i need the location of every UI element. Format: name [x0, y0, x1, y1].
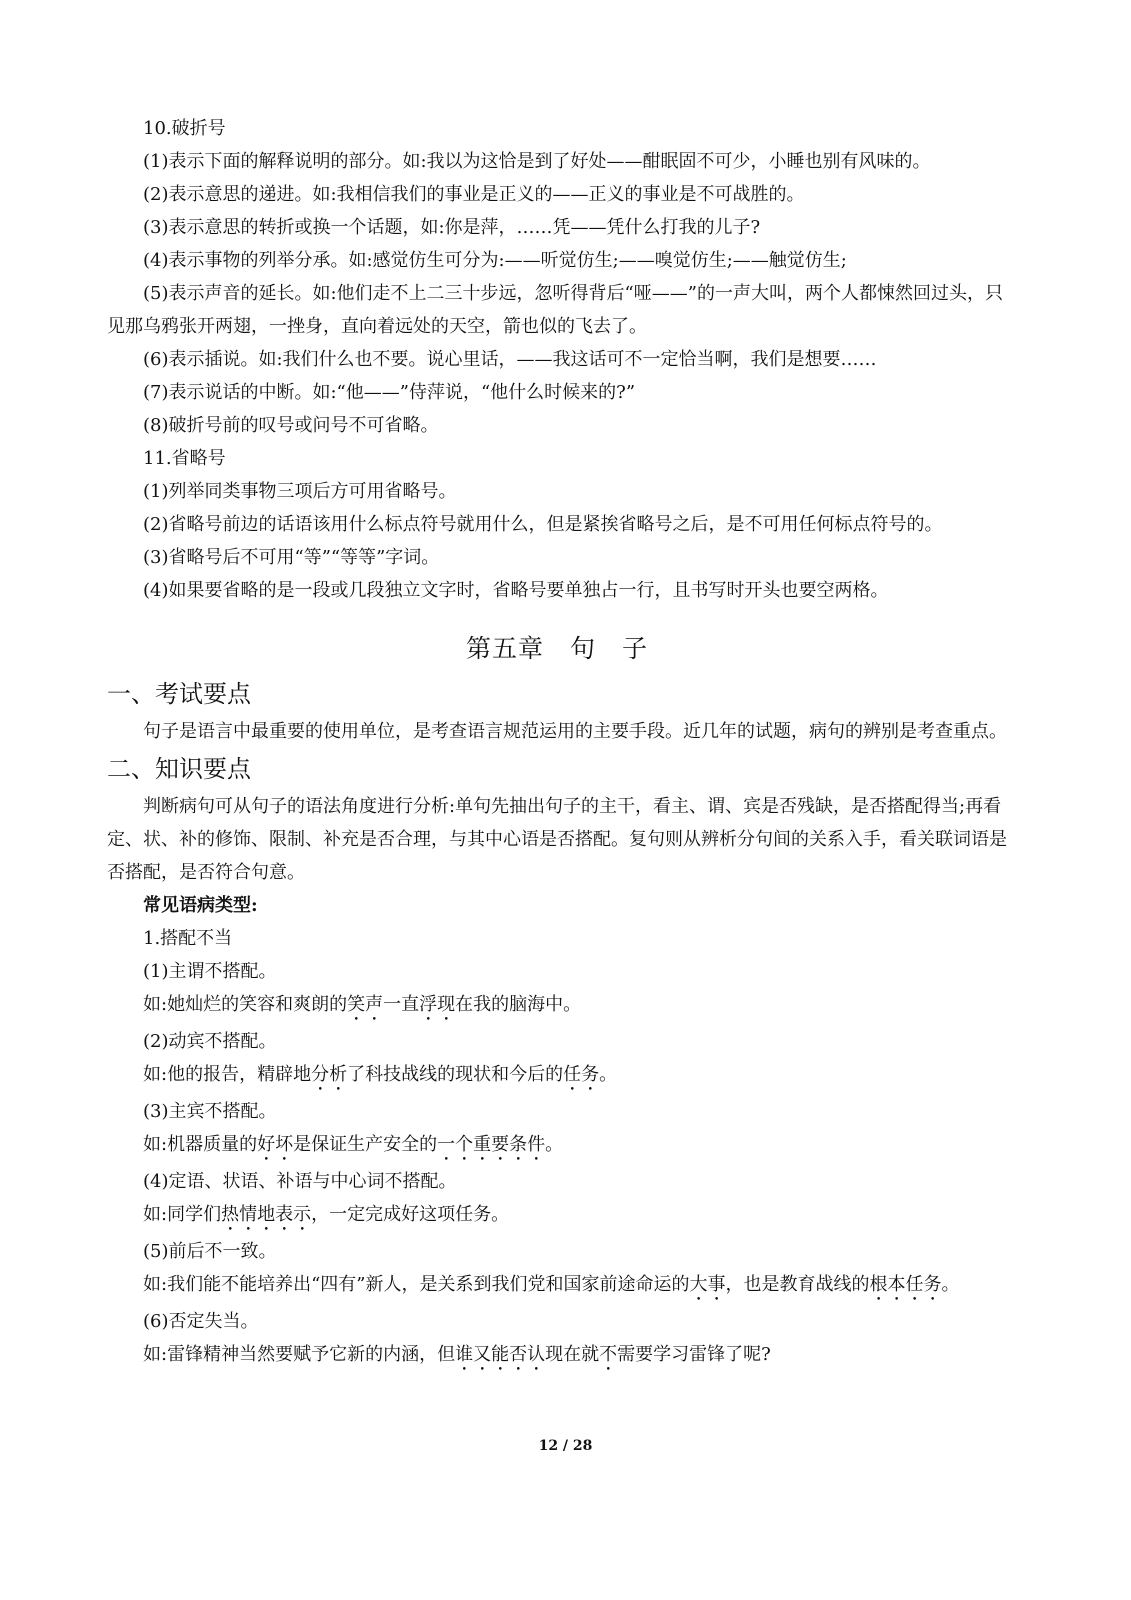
emphasized-text: 浮现	[419, 994, 456, 1015]
example-sentence	[107, 1128, 1007, 1165]
text-segment: ，也是教育战线的	[725, 1274, 870, 1295]
emphasized-text: 一个重要条件	[437, 1134, 546, 1155]
text-segment: 一直	[383, 994, 420, 1015]
paragraph: 句子是语言中最重要的使用单位，是考查语言规范运用的主要手段。近几年的试题，病句的辨别是考查重点。	[143, 721, 1007, 742]
emphasized-text: 好坏	[257, 1134, 294, 1155]
text-segment: 如:同学们	[143, 1204, 222, 1225]
example-sentence	[107, 1058, 1007, 1095]
emphasized-text: 大事	[689, 1274, 726, 1295]
paragraph: (4)如果要省略的是一段或几段独立文字时，省略号要单独占一行，且书写时开头也要空两格。	[143, 580, 889, 601]
text-segment: 现在就	[545, 1344, 600, 1365]
text-segment: 是保证生产安全的	[293, 1134, 438, 1155]
emphasized-text: 笑声	[347, 994, 384, 1015]
text-segment: 了科技战线的现状和今后的	[347, 1064, 564, 1085]
section-heading: 二、知识要点	[107, 755, 251, 783]
subheading: 常见语病类型:	[143, 895, 258, 916]
text-segment: 。	[545, 1134, 564, 1155]
emphasized-text: 谁又能否认	[455, 1344, 546, 1365]
paragraph: 11.省略号	[143, 448, 226, 469]
text-segment: 如:我们能不能培养出“四有”新人，是关系到我们党和国家前途命运的	[143, 1274, 690, 1295]
paragraph: (1)列举同类事物三项后方可用省略号。	[143, 481, 457, 502]
paragraph: (2)省略号前边的话语该用什么标点符号就用什么，但是紧挨省略号之后，是不可用任何标点符号的。	[143, 514, 943, 535]
paragraph: (1)主谓不搭配。	[143, 961, 277, 982]
paragraph: (3)省略号后不可用“等”“等等”字词。	[143, 547, 440, 568]
paragraph: (3)表示意思的转折或换一个话题，如:你是萍，……凭——凭什么打我的儿子?	[143, 217, 761, 238]
paragraph: (6)否定失当。	[143, 1311, 259, 1332]
text-segment: 。	[599, 1064, 618, 1085]
text-segment: 在我的脑海中。	[455, 994, 582, 1015]
paragraph: 10.破折号	[143, 118, 226, 139]
text-segment: 需要学习雷锋了呢?	[617, 1344, 771, 1365]
section-heading: 一、考试要点	[107, 680, 251, 708]
paragraph: (4)定语、状语、补语与中心词不搭配。	[143, 1171, 457, 1192]
paragraph: 判断病句可从句子的语法角度进行分析:单句先抽出句子的主干，看主、谓、宾是否残缺，是否搭配得当;再看定、状、补的修饰、限制、补充是否合理，与其中心语是否搭配。复句则从辨析分句间的关系入手，看关联词语是否搭配，是否符合句意。	[107, 796, 1007, 883]
paragraph: (2)表示意思的递进。如:我相信我们的事业是正义的——正义的事业是不可战胜的。	[143, 184, 805, 205]
paragraph: 1.搭配不当	[143, 928, 233, 949]
paragraph: (7)表示说话的中断。如:“他——”侍萍说，“他什么时候来的?”	[143, 382, 636, 403]
paragraph: (5)表示声音的延长。如:他们走不上二三十步远，忽听得背后“哑——”的一声大叫，两个人都悚然回过头，只见那乌鸦张开两翅，一挫身，直向着远处的天空，箭也似的飞去了。	[107, 283, 1003, 337]
text-segment: 如:机器质量的	[143, 1134, 258, 1155]
emphasized-text: 分析	[311, 1064, 348, 1085]
paragraph: (3)主宾不搭配。	[143, 1101, 277, 1122]
emphasized-text: 根本任务	[869, 1274, 942, 1295]
text-segment: ，一定完成好这项任务。	[311, 1204, 510, 1225]
emphasized-text: 热情地表示	[221, 1204, 312, 1225]
text-segment: 。	[941, 1274, 960, 1295]
example-sentence	[107, 1338, 1007, 1375]
text-segment: 如:她灿烂的笑容和爽朗的	[143, 994, 348, 1015]
paragraph: (8)破折号前的叹号或问号不可省略。	[143, 415, 439, 436]
text-segment: 如:他的报告，精辟地	[143, 1064, 312, 1085]
text-segment: 如:雷锋精神当然要赋予它新的内涵，但	[143, 1344, 456, 1365]
paragraph: (6)表示插说。如:我们什么也不要。说心里话，——我这话可不一定恰当啊，我们是想要……	[143, 349, 877, 370]
page-number: 12 / 28	[538, 1438, 593, 1454]
chapter-title: 第五章 句 子	[465, 634, 648, 663]
emphasized-text: 不	[599, 1344, 618, 1365]
paragraph: (2)动宾不搭配。	[143, 1031, 277, 1052]
example-sentence	[107, 988, 1007, 1025]
example-sentence	[107, 1198, 1007, 1235]
paragraph: (4)表示事物的列举分承。如:感觉仿生可分为:——听觉仿生;——嗅觉仿生;——触觉仿生;	[143, 250, 847, 271]
paragraph: (5)前后不一致。	[143, 1241, 277, 1262]
emphasized-text: 任务	[563, 1064, 600, 1085]
example-sentence	[107, 1268, 1007, 1305]
paragraph: (1)表示下面的解释说明的部分。如:我以为这恰是到了好处——酣眠固不可少，小睡也别有风味的。	[143, 151, 931, 172]
document-body	[107, 112, 1007, 1375]
